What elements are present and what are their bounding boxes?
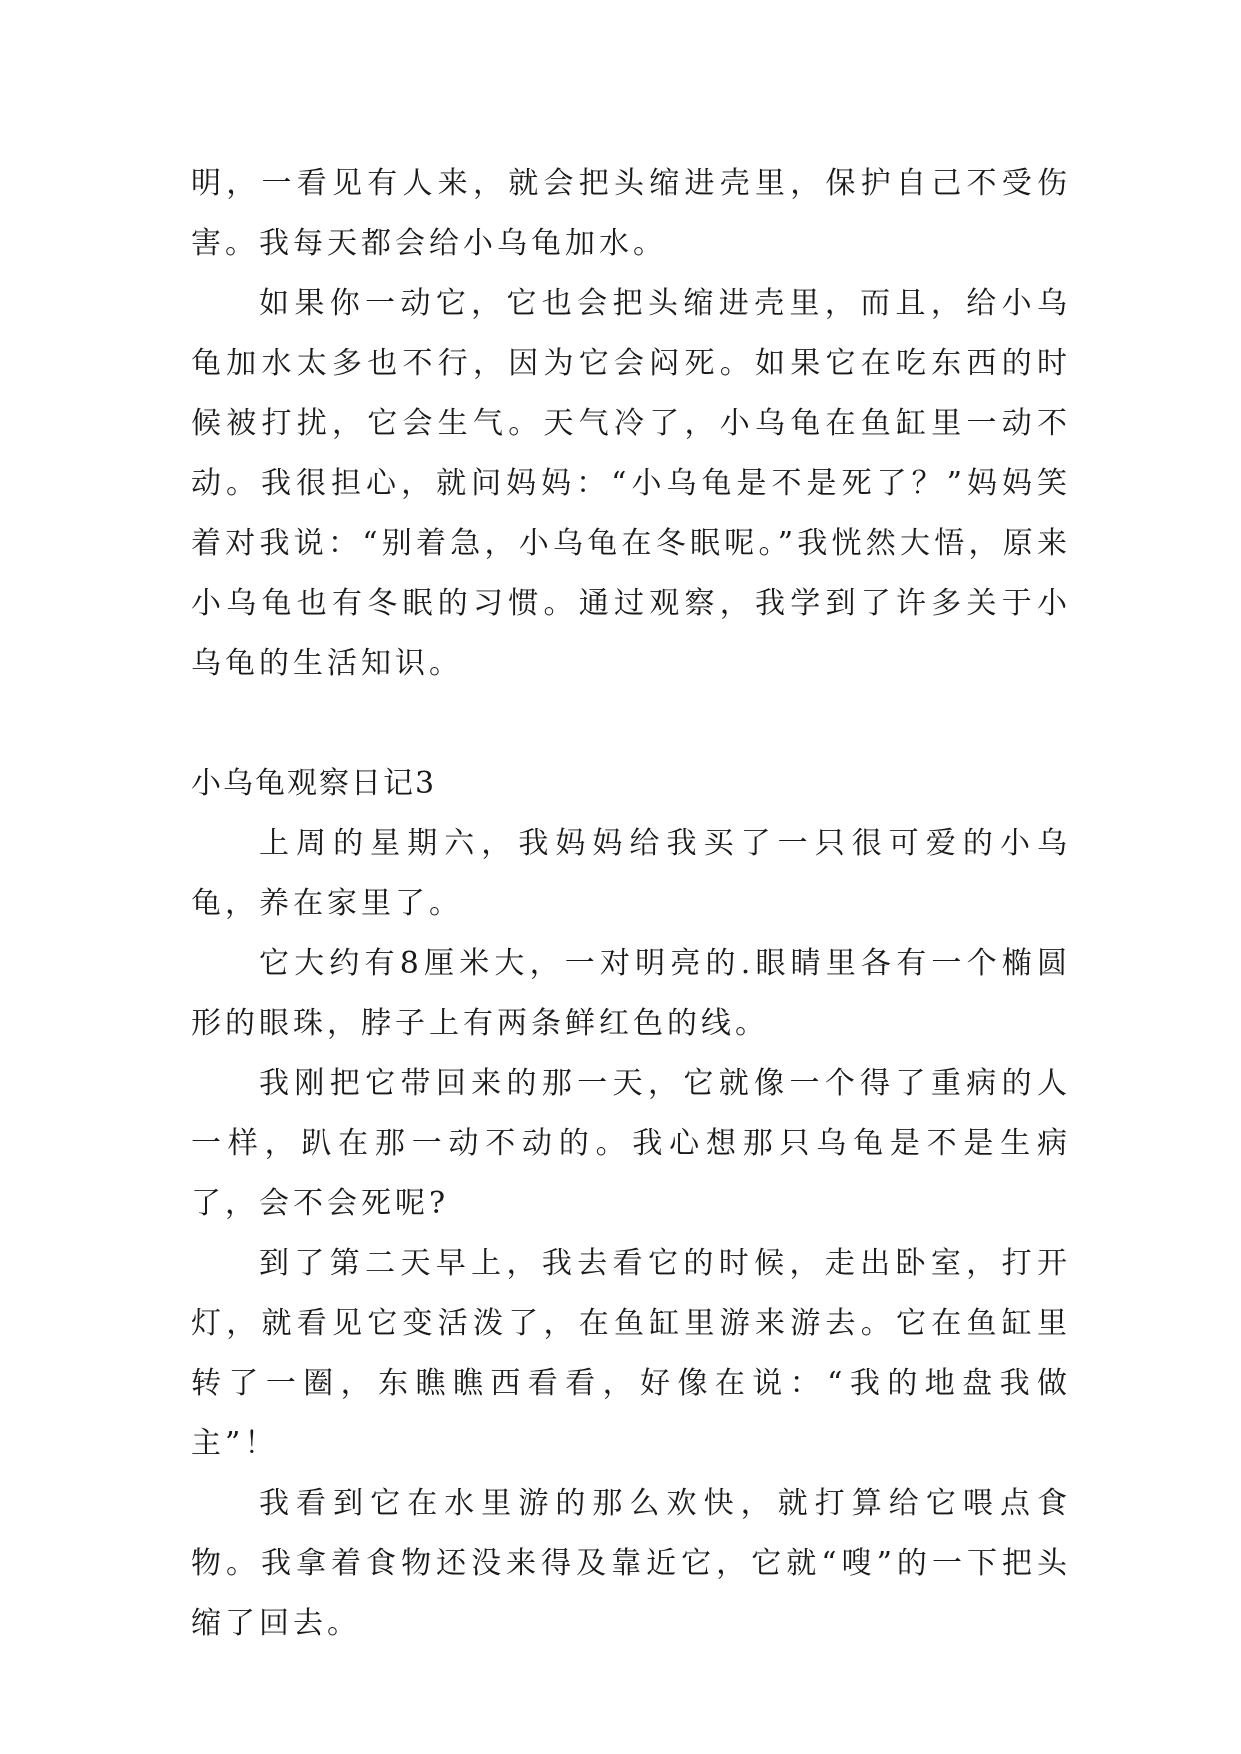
document-page <box>191 154 1071 1654</box>
section-title: 小乌龟观察日记3 <box>191 766 437 801</box>
paragraph: 如果你一动它，它也会把头缩进壳里，而且，给小乌龟加水太多也不行，因为它会闷死。如果它在吃东西的时候被打扰，它会生气。天气冷了，小乌龟在鱼缸里一动不动。我很担心，就问妈妈：“小乌龟是不是死了？”妈妈笑着对我说：“别着急，小乌龟在冬眠呢。”我恍然大悟，原来小乌龟也有冬眠的习惯。通过观察，我学到了许多关于小乌龟的生活知识。 <box>191 286 1071 681</box>
section-gap <box>191 694 1071 754</box>
paragraph: 它大约有8厘米大，一对明亮的.眼睛里各有一个椭圆形的眼珠，脖子上有两条鲜红色的线。 <box>191 946 1071 1041</box>
paragraph: 上周的星期六，我妈妈给我买了一只很可爱的小乌龟，养在家里了。 <box>191 826 1071 921</box>
paragraph: 我看到它在水里游的那么欢快，就打算给它喂点食物。我拿着食物还没来得及靠近它，它就“嗖”的一下把头缩了回去。 <box>191 1486 1071 1641</box>
paragraph: 我刚把它带回来的那一天，它就像一个得了重病的人一样，趴在那一动不动的。我心想那只乌龟是不是生病了，会不会死呢? <box>191 1066 1071 1221</box>
paragraph: 到了第二天早上，我去看它的时候，走出卧室，打开灯，就看见它变活泼了，在鱼缸里游来游去。它在鱼缸里转了一圈，东瞧瞧西看看，好像在说：“我的地盘我做主”！ <box>191 1246 1071 1461</box>
paragraph: 明，一看见有人来，就会把头缩进壳里，保护自己不受伤害。我每天都会给小乌龟加水。 <box>191 166 1071 261</box>
